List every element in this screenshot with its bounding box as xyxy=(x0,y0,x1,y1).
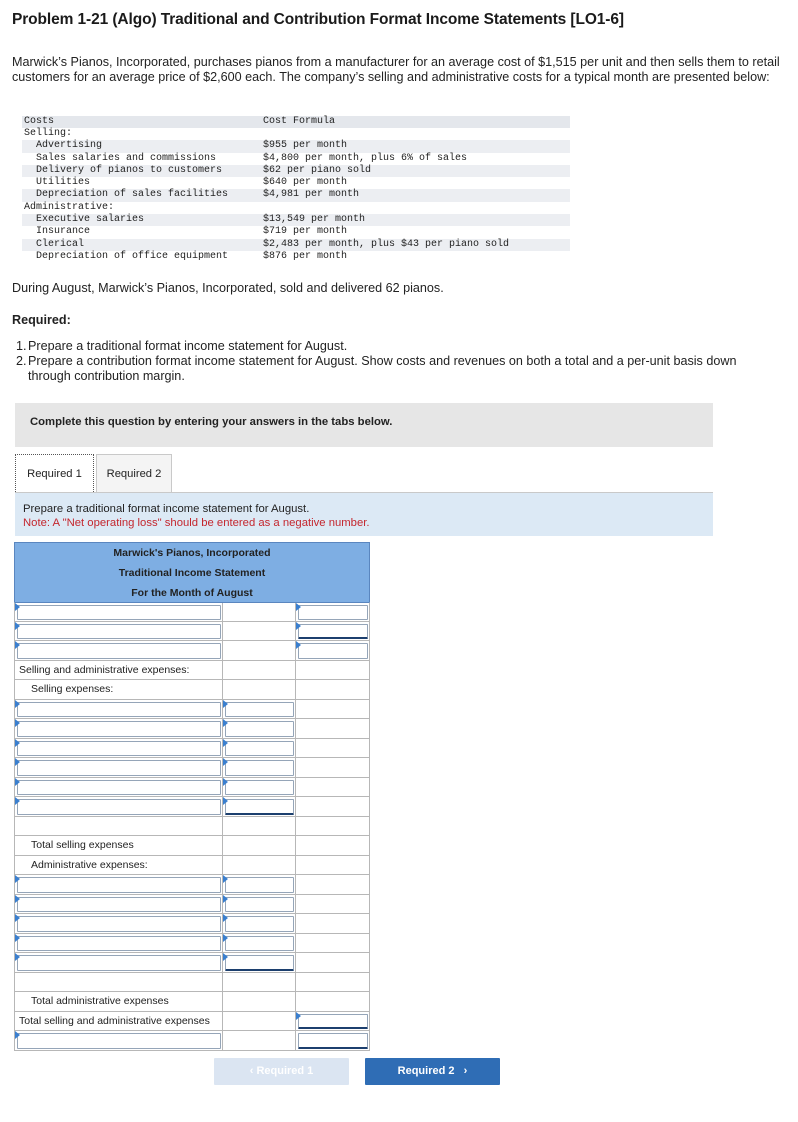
sga-label: Selling and administrative expenses: xyxy=(15,661,223,680)
label-cell xyxy=(15,1031,223,1050)
cost-row xyxy=(22,189,570,201)
cost-table-header xyxy=(22,116,570,128)
account-select[interactable] xyxy=(17,877,221,893)
required-item-number: 2. xyxy=(16,354,27,368)
account-select[interactable] xyxy=(17,936,221,952)
account-select[interactable] xyxy=(17,955,221,971)
input-flag-icon xyxy=(223,895,228,903)
amount-cell xyxy=(223,758,296,777)
account-select[interactable] xyxy=(17,916,221,932)
cost-label: Sales salaries and commissions xyxy=(36,152,217,164)
amount-input[interactable] xyxy=(225,877,294,893)
statement-row xyxy=(14,622,370,642)
label-cell xyxy=(15,758,223,777)
cost-row xyxy=(22,226,570,238)
cost-row xyxy=(22,140,570,152)
amount-cell xyxy=(223,1031,296,1050)
dropdown-flag-icon xyxy=(15,778,20,786)
total-cell xyxy=(296,641,369,660)
selling-expenses-label: Selling expenses: xyxy=(15,680,223,699)
total-amount-input[interactable] xyxy=(298,1014,368,1030)
label-cell xyxy=(15,914,223,933)
required-item-text: Prepare a traditional format income statement for August. xyxy=(28,339,348,353)
total-cell xyxy=(296,778,369,797)
cost-formula: $876 per month xyxy=(263,250,348,262)
amount-cell xyxy=(223,836,296,855)
total-administrative-expenses-label: Total administrative expenses xyxy=(15,992,223,1011)
total-cell xyxy=(296,700,369,719)
statement-row xyxy=(14,797,370,817)
statement-row xyxy=(14,700,370,720)
cost-row xyxy=(22,214,570,226)
cost-label: Executive salaries xyxy=(36,214,145,226)
dropdown-flag-icon xyxy=(15,641,20,649)
instruction-panel xyxy=(15,493,713,536)
cost-row xyxy=(22,177,570,189)
chevron-right-icon: › xyxy=(457,1065,468,1077)
amount-cell xyxy=(223,797,296,816)
amount-input[interactable] xyxy=(225,799,294,815)
total-cell xyxy=(296,914,369,933)
total-selling-expenses-label: Total selling expenses xyxy=(15,836,223,855)
cost-row xyxy=(22,165,570,177)
amount-input[interactable] xyxy=(225,702,294,718)
dropdown-flag-icon xyxy=(15,914,20,922)
problem-title: Problem 1-21 (Algo) Traditional and Contribution Format Income Statements [LO1-6] xyxy=(12,11,624,28)
cost-formula: $955 per month xyxy=(263,140,348,152)
dropdown-flag-icon xyxy=(15,700,20,708)
statement-row xyxy=(14,719,370,739)
amount-input[interactable] xyxy=(225,916,294,932)
dropdown-flag-icon xyxy=(15,603,20,611)
total-cell xyxy=(296,680,369,699)
label-cell xyxy=(15,622,223,641)
amount-cell xyxy=(223,680,296,699)
amount-cell xyxy=(223,895,296,914)
statement-header xyxy=(14,542,370,602)
statement-row xyxy=(14,875,370,895)
label-cell xyxy=(15,973,223,992)
total-amount-input[interactable] xyxy=(298,624,368,640)
label-cell xyxy=(15,778,223,797)
required-item xyxy=(12,354,772,384)
complete-question-banner xyxy=(15,403,713,447)
input-flag-icon xyxy=(223,758,228,766)
cost-label: Clerical xyxy=(36,238,85,250)
cost-formula: $2,483 per month, plus $43 per piano sold xyxy=(263,238,510,250)
amount-input[interactable] xyxy=(225,897,294,913)
input-flag-icon xyxy=(223,934,228,942)
cost-formula: $62 per piano sold xyxy=(263,164,372,176)
label-cell xyxy=(15,739,223,758)
account-select[interactable] xyxy=(17,897,221,913)
required-list xyxy=(12,339,772,384)
label-cell xyxy=(15,700,223,719)
cost-row xyxy=(22,202,570,214)
during-august-text: During August, Marwick’s Pianos, Incorporated, sold and delivered 62 pianos. xyxy=(12,281,444,295)
cost-label: Advertising xyxy=(36,140,103,152)
total-cell xyxy=(296,797,369,816)
tab-required-1[interactable]: Required 1 xyxy=(15,454,94,492)
amount-cell xyxy=(223,817,296,836)
cost-label: Utilities xyxy=(36,177,91,189)
dropdown-flag-icon xyxy=(15,953,20,961)
account-select[interactable] xyxy=(17,780,221,796)
complete-question-text: Complete this question by entering your answers in the tabs below. xyxy=(30,416,393,428)
total-cell xyxy=(296,603,369,621)
label-cell xyxy=(15,817,223,836)
label-cell xyxy=(15,719,223,738)
tab-required-2[interactable]: Required 2 xyxy=(96,454,172,492)
total-cell xyxy=(296,934,369,953)
required-item-text: Prepare a contribution format income statement for August. Show costs and revenues on both a total and a per-unit basis down through contribution margin. xyxy=(28,354,737,383)
chevron-left-icon: ‹ xyxy=(249,1065,254,1077)
input-flag-icon xyxy=(223,719,228,727)
statement-row xyxy=(14,895,370,915)
statement-row xyxy=(14,1031,370,1051)
instruction-note: Note: A "Net operating loss" should be entered as a negative number. xyxy=(23,517,370,529)
income-statement-worksheet xyxy=(14,542,370,1051)
account-select[interactable] xyxy=(17,799,221,815)
statement-row xyxy=(14,914,370,934)
amount-cell xyxy=(223,778,296,797)
amount-cell xyxy=(223,875,296,894)
statement-row xyxy=(14,934,370,954)
dropdown-flag-icon xyxy=(15,875,20,883)
total-amount-input[interactable] xyxy=(298,643,368,659)
total-amount-input[interactable] xyxy=(298,1033,368,1049)
statement-row xyxy=(14,836,370,856)
cost-formula: $4,981 per month xyxy=(263,189,360,201)
total-cell xyxy=(296,661,369,680)
input-flag-icon xyxy=(296,622,301,630)
previous-required-button[interactable] xyxy=(214,1058,349,1085)
label-cell xyxy=(15,934,223,953)
dropdown-flag-icon xyxy=(15,719,20,727)
problem-intro: Marwick’s Pianos, Incorporated, purchases pianos from a manufacturer for an average cost of $1,515 per unit and then sells them to retail customers for an average price of $2,600 each. The company’s selling and administrative costs for a typical month are presented below: xyxy=(12,55,780,84)
total-cell xyxy=(296,836,369,855)
total-cell xyxy=(296,817,369,836)
amount-cell xyxy=(223,973,296,992)
statement-row xyxy=(14,661,370,681)
statement-title: Traditional Income Statement xyxy=(118,567,266,579)
statement-row xyxy=(14,739,370,759)
statement-row xyxy=(14,992,370,1012)
statement-row xyxy=(14,1012,370,1032)
amount-cell xyxy=(223,953,296,972)
total-cell xyxy=(296,622,369,641)
label-cell xyxy=(15,875,223,894)
total-cell xyxy=(296,1031,369,1050)
total-cell xyxy=(296,973,369,992)
amount-cell xyxy=(223,622,296,641)
cost-label: Depreciation of sales facilities xyxy=(36,189,229,201)
total-cell xyxy=(296,895,369,914)
label-cell xyxy=(15,797,223,816)
account-select[interactable] xyxy=(17,643,221,659)
total-sga-label: Total selling and administrative expenses xyxy=(15,1012,223,1031)
statement-row xyxy=(14,680,370,700)
cost-formula: $640 per month xyxy=(263,177,348,189)
account-select[interactable] xyxy=(17,624,221,640)
total-amount-input[interactable] xyxy=(298,605,368,620)
label-cell xyxy=(15,603,223,621)
cost-label: Administrative: xyxy=(24,201,115,213)
account-select[interactable] xyxy=(17,702,221,718)
amount-cell xyxy=(223,661,296,680)
label-cell xyxy=(15,641,223,660)
total-cell xyxy=(296,953,369,972)
input-flag-icon xyxy=(296,603,301,611)
amount-cell xyxy=(223,603,296,621)
amount-cell xyxy=(223,700,296,719)
statement-company-name: Marwick's Pianos, Incorporated xyxy=(113,547,271,559)
statement-row xyxy=(14,778,370,798)
dropdown-flag-icon xyxy=(15,934,20,942)
total-cell xyxy=(296,875,369,894)
amount-input[interactable] xyxy=(225,955,294,971)
input-flag-icon xyxy=(223,700,228,708)
label-cell xyxy=(15,953,223,972)
amount-input[interactable] xyxy=(225,780,294,796)
dropdown-flag-icon xyxy=(15,758,20,766)
required-item-number: 1. xyxy=(16,339,27,353)
amount-input[interactable] xyxy=(225,721,294,737)
costs-column-header: Costs xyxy=(24,116,55,127)
cost-formula: $4,800 per month, plus 6% of sales xyxy=(263,152,468,164)
account-select[interactable] xyxy=(17,760,221,776)
cost-formula-table xyxy=(22,116,570,263)
dropdown-flag-icon xyxy=(15,797,20,805)
account-select[interactable] xyxy=(17,605,221,620)
formula-column-header: Cost Formula xyxy=(263,116,336,127)
statement-period: For the Month of August xyxy=(131,587,253,599)
account-select[interactable] xyxy=(17,1033,221,1049)
input-flag-icon xyxy=(223,778,228,786)
input-flag-icon xyxy=(223,953,228,961)
statement-row xyxy=(14,602,370,622)
statement-row xyxy=(14,758,370,778)
input-flag-icon xyxy=(223,875,228,883)
total-cell xyxy=(296,719,369,738)
input-flag-icon xyxy=(223,797,228,805)
amount-input[interactable] xyxy=(225,741,294,757)
amount-input[interactable] xyxy=(225,760,294,776)
previous-button-label: Required 1 xyxy=(256,1065,314,1077)
amount-cell xyxy=(223,719,296,738)
amount-cell xyxy=(223,739,296,758)
dropdown-flag-icon xyxy=(15,1031,20,1039)
statement-row xyxy=(14,817,370,837)
cost-row xyxy=(22,251,570,263)
cost-row xyxy=(22,239,570,251)
dropdown-flag-icon xyxy=(15,739,20,747)
cost-label: Depreciation of office equipment xyxy=(36,250,229,262)
cost-row xyxy=(22,153,570,165)
amount-cell xyxy=(223,992,296,1011)
administrative-expenses-label: Administrative expenses: xyxy=(15,856,223,875)
input-flag-icon xyxy=(296,1012,301,1020)
next-required-button[interactable] xyxy=(365,1058,500,1085)
amount-cell xyxy=(223,856,296,875)
statement-row xyxy=(14,953,370,973)
account-select[interactable] xyxy=(17,741,221,757)
total-cell xyxy=(296,856,369,875)
dropdown-flag-icon xyxy=(15,622,20,630)
total-cell xyxy=(296,758,369,777)
amount-cell xyxy=(223,641,296,660)
amount-input[interactable] xyxy=(225,936,294,952)
next-button-label: Required 2 xyxy=(397,1065,455,1077)
input-flag-icon xyxy=(223,739,228,747)
cost-formula: $13,549 per month xyxy=(263,214,366,226)
amount-cell xyxy=(223,914,296,933)
cost-label: Delivery of pianos to customers xyxy=(36,164,223,176)
required-item xyxy=(12,339,772,354)
account-select[interactable] xyxy=(17,721,221,737)
dropdown-flag-icon xyxy=(15,895,20,903)
total-cell xyxy=(296,992,369,1011)
cost-formula: $719 per month xyxy=(263,226,348,238)
cost-label: Selling: xyxy=(24,128,73,139)
amount-cell xyxy=(223,934,296,953)
statement-row xyxy=(14,973,370,993)
cost-row xyxy=(22,128,570,140)
total-cell xyxy=(296,1012,369,1031)
cost-label: Insurance xyxy=(36,226,91,238)
total-cell xyxy=(296,739,369,758)
statement-row xyxy=(14,856,370,876)
amount-cell xyxy=(223,1012,296,1031)
required-heading: Required: xyxy=(12,313,71,327)
input-flag-icon xyxy=(223,914,228,922)
statement-row xyxy=(14,641,370,661)
instruction-text: Prepare a traditional format income statement for August. xyxy=(23,503,310,515)
input-flag-icon xyxy=(296,641,301,649)
label-cell xyxy=(15,895,223,914)
